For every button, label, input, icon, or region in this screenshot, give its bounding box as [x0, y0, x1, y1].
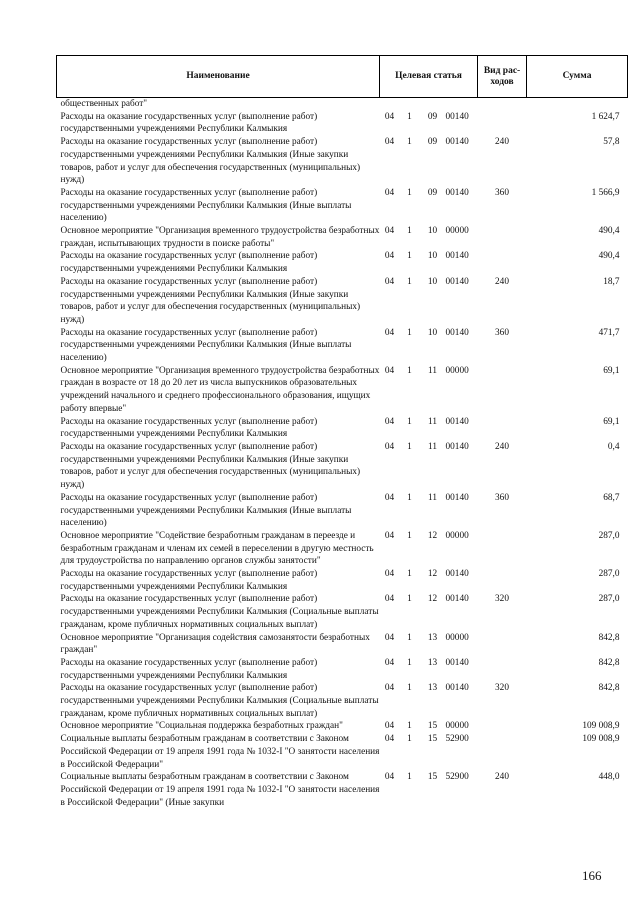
table-header	[57, 56, 628, 98]
row-amount: 448,0	[598, 772, 620, 783]
row-code-event: 13	[427, 683, 438, 694]
row-code-program: 04	[384, 187, 395, 198]
table-row	[57, 250, 628, 275]
row-code-direction: 00140	[445, 276, 469, 287]
row-code-event: 13	[427, 657, 438, 668]
row-code-event: 11	[428, 416, 437, 427]
header-vid: Вид рас-ходов	[478, 56, 527, 98]
row-name: Социальные выплаты безработным гражданам в соответствии с Законом Российской Федерации от 19 апреля 1991 года № 1032-I "О занятости населения в Российской Федерации" (Иные закупки	[60, 772, 380, 808]
row-expense-type: 320	[495, 594, 509, 605]
row-name: Расходы на оказание государственных услуг (выполнение работ) государственными учреждениями Республики Калмыкия (Социальные выплаты гражданам, кроме публичных нормативных социальных выплат)	[60, 683, 379, 719]
page-number: 166	[582, 868, 602, 883]
row-amount: 842,8	[598, 632, 620, 643]
table-row	[57, 733, 628, 771]
row-amount: 57,8	[603, 137, 620, 148]
row-code-subprogram: 1	[407, 683, 412, 694]
row-expense-type: 240	[495, 137, 509, 148]
row-code-event: 09	[427, 187, 438, 198]
row-code-direction: 00140	[445, 111, 469, 122]
row-amount: 842,8	[598, 683, 620, 694]
row-code-event: 09	[427, 137, 438, 148]
row-code-event: 11	[428, 441, 437, 452]
row-name: Основное мероприятие "Организация содействия самозанятости безработных граждан"	[60, 632, 370, 656]
row-code-program: 04	[384, 772, 395, 783]
table-row	[57, 327, 628, 365]
row-code-event: 12	[427, 594, 438, 605]
row-amount: 68,7	[603, 492, 620, 503]
row-code-event: 09	[427, 111, 438, 122]
row-name: Расходы на оказание государственных услуг (выполнение работ) государственными учреждениями Республики Калмыкия (Иные закупки товаров, работ и услуг для обеспечения государственных (муниципальных) нужд)	[60, 441, 361, 491]
table-row	[57, 276, 628, 327]
row-name: Основное мероприятие "Содействие безработным гражданам в переезде и безработным гражданам и членам их семей в переселении в другую местность для трудоустройства по направлению органов службы занятости"	[60, 530, 374, 567]
row-expense-type: 360	[495, 492, 509, 503]
row-code-subprogram: 1	[407, 276, 412, 287]
row-name: Социальные выплаты безработным гражданам в соответствии с Законом Российской Федерации от 19 апреля 1991 года № 1032-I "О занятости населения в Российской Федерации"	[60, 734, 380, 770]
row-code-program: 04	[384, 683, 395, 694]
table-row	[57, 111, 628, 136]
row-code-subprogram: 1	[407, 251, 412, 262]
row-expense-type	[478, 250, 527, 275]
row-code-direction: 00140	[445, 569, 469, 580]
row-code-subprogram: 1	[407, 594, 412, 605]
row-name: Расходы на оказание государственных услуг (выполнение работ) государственными учреждениями Республики Калмыкия	[60, 251, 318, 275]
table-row	[57, 720, 628, 733]
row-code-subprogram	[400, 98, 420, 111]
row-name: Расходы на оказание государственных услуг (выполнение работ) государственными учреждениями Республики Калмыкия (Иные выплаты населению)	[60, 327, 352, 364]
table-row	[57, 771, 628, 809]
row-code-program: 04	[384, 111, 395, 122]
table-row	[57, 657, 628, 682]
row-code-subprogram: 1	[407, 441, 412, 452]
row-amount: 842,8	[598, 657, 620, 668]
row-name: Основное мероприятие "Организация временного трудоустройства безработных граждан, испытывающих трудности в поиске работы"	[60, 226, 380, 249]
row-code-program: 04	[384, 327, 395, 338]
row-expense-type	[478, 365, 527, 416]
row-code-program: 04	[384, 276, 395, 287]
row-name: Расходы на оказание государственных услуг (выполнение работ) государственными учреждениями Республики Калмыкия (Иные выплаты населению)	[60, 187, 352, 224]
row-expense-type	[478, 568, 527, 593]
row-amount: 490,4	[598, 226, 620, 237]
row-name: Расходы на оказание государственных услуг (выполнение работ) государственными учреждениями Республики Калмыкия (Иные закупки товаров, работ и услуг для обеспечения государственных (муниципальных) нужд)	[60, 276, 361, 325]
row-code-subprogram: 1	[407, 721, 412, 732]
header-sum: Сумма	[527, 56, 628, 98]
table-row	[57, 568, 628, 593]
row-expense-type	[478, 225, 527, 250]
table-row	[57, 593, 628, 631]
row-expense-type	[478, 530, 527, 568]
row-code-event: 11	[428, 492, 437, 503]
row-code-program: 04	[384, 632, 395, 643]
row-amount: 69,1	[603, 416, 620, 427]
row-code-direction: 00140	[445, 416, 469, 427]
row-code-subprogram: 1	[407, 530, 412, 541]
row-name: Расходы на оказание государственных услуг (выполнение работ) государственными учреждениями Республики Калмыкия	[60, 569, 318, 592]
row-amount: 1 566,9	[591, 187, 620, 198]
row-expense-type	[478, 111, 527, 136]
row-code-subprogram: 1	[407, 187, 412, 198]
row-name: Расходы на оказание государственных услуг (выполнение работ) государственными учреждениями Республики Калмыкия	[60, 416, 318, 440]
row-code-direction: 00140	[445, 251, 469, 262]
row-code-event: 10	[427, 276, 438, 287]
row-code-subprogram: 1	[407, 569, 412, 580]
row-code-direction: 52900	[445, 734, 469, 745]
row-amount: 287,0	[598, 594, 620, 605]
row-amount	[527, 98, 628, 111]
row-code-program: 04	[384, 441, 395, 452]
row-code-subprogram: 1	[407, 657, 412, 668]
row-name: Расходы на оказание государственных услуг (выполнение работ) государственными учреждениями Республики Калмыкия (Иные выплаты населению)	[60, 492, 352, 529]
row-code-subprogram: 1	[407, 734, 412, 745]
row-code-program: 04	[384, 416, 395, 427]
row-code-event: 12	[427, 530, 438, 541]
row-amount: 109 008,9	[582, 734, 620, 745]
row-code-subprogram: 1	[407, 327, 412, 338]
row-code-program: 04	[384, 569, 395, 580]
table-row	[57, 365, 628, 416]
row-code-event: 15	[427, 734, 438, 745]
row-amount: 69,1	[603, 365, 620, 376]
row-expense-type: 320	[495, 683, 509, 694]
table-row	[57, 225, 628, 250]
row-expense-type	[478, 720, 527, 733]
row-amount: 490,4	[598, 251, 620, 262]
row-code-direction: 00140	[445, 441, 469, 452]
table-row	[57, 632, 628, 657]
row-code-program: 04	[384, 657, 395, 668]
row-amount: 471,7	[598, 327, 620, 338]
header-target: Целевая статья	[380, 56, 478, 98]
row-code-program: 04	[384, 721, 395, 732]
row-amount: 287,0	[598, 569, 620, 580]
row-code-subprogram: 1	[407, 632, 412, 643]
row-expense-type: 360	[495, 327, 509, 338]
row-code-subprogram: 1	[407, 772, 412, 783]
row-amount: 109 008,9	[582, 721, 620, 732]
row-code-program: 04	[384, 530, 395, 541]
table-row	[57, 682, 628, 720]
table-row	[57, 98, 628, 111]
row-code-subprogram: 1	[407, 416, 412, 427]
row-code-direction	[446, 98, 478, 111]
row-expense-type	[478, 416, 527, 441]
row-code-program: 04	[384, 365, 395, 376]
row-expense-type: 240	[495, 441, 509, 452]
table-row	[57, 441, 628, 492]
row-code-direction: 52900	[445, 772, 469, 783]
row-code-event: 15	[427, 772, 438, 783]
row-code-direction: 00140	[445, 492, 469, 503]
table-body	[57, 98, 628, 810]
table-row	[57, 136, 628, 187]
row-code-subprogram: 1	[407, 137, 412, 148]
row-code-event: 11	[428, 365, 437, 376]
row-expense-type	[478, 657, 527, 682]
row-code-program: 04	[384, 137, 395, 148]
header-name: Наименование	[57, 56, 380, 98]
row-code-direction: 00140	[445, 594, 469, 605]
row-expense-type: 240	[495, 276, 509, 287]
row-expense-type	[478, 98, 527, 111]
row-amount: 18,7	[603, 276, 620, 287]
row-code-event: 10	[427, 327, 438, 338]
row-code-program	[380, 98, 400, 111]
table-row	[57, 530, 628, 568]
row-code-event: 12	[427, 569, 438, 580]
row-code-subprogram: 1	[407, 365, 412, 376]
row-amount: 1 624,7	[591, 111, 620, 122]
row-amount: 287,0	[598, 530, 620, 541]
row-code-event: 10	[427, 251, 438, 262]
row-code-program: 04	[384, 226, 395, 237]
row-code-event: 10	[427, 226, 438, 237]
row-code-program: 04	[384, 594, 395, 605]
table-row	[57, 416, 628, 441]
row-code-direction: 00140	[445, 137, 469, 148]
row-code-program: 04	[384, 492, 395, 503]
row-code-direction: 00140	[445, 187, 469, 198]
row-name: Расходы на оказание государственных услуг (выполнение работ) государственными учреждениями Республики Калмыкия (Иные закупки товаров, работ и услуг для обеспечения государственных (муниципальных) нужд)	[60, 137, 361, 186]
row-code-program: 04	[384, 251, 395, 262]
row-code-direction: 00140	[445, 683, 469, 694]
row-code-direction: 00000	[445, 632, 469, 643]
row-code-subprogram: 1	[407, 492, 412, 503]
table-row	[57, 187, 628, 225]
row-code-event: 15	[427, 721, 438, 732]
row-expense-type	[478, 632, 527, 657]
table-row	[57, 492, 628, 530]
row-name: общественных работ"	[60, 99, 148, 109]
row-code-event: 13	[427, 632, 438, 643]
row-code-direction: 00140	[445, 657, 469, 668]
row-amount: 0,4	[607, 441, 620, 452]
row-code-direction: 00000	[445, 530, 469, 541]
row-code-direction: 00140	[445, 327, 469, 338]
row-code-subprogram: 1	[407, 111, 412, 122]
row-expense-type: 240	[495, 772, 509, 783]
row-code-direction: 00000	[445, 226, 469, 237]
row-code-program: 04	[384, 734, 395, 745]
row-code-subprogram: 1	[407, 226, 412, 237]
budget-table	[56, 55, 628, 809]
row-name: Расходы на оказание государственных услуг (выполнение работ) государственными учреждениями Республики Калмыкия	[60, 657, 318, 681]
row-code-direction: 00000	[445, 721, 469, 732]
row-code-event	[420, 98, 446, 111]
row-expense-type	[478, 733, 527, 771]
row-code-direction: 00000	[445, 365, 469, 376]
row-expense-type: 360	[495, 187, 509, 198]
row-name: Расходы на оказание государственных услуг (выполнение работ) государственными учреждениями Республики Калмыкия (Социальные выплаты гражданам, кроме публичных нормативных социальных выплат)	[60, 594, 379, 630]
row-name: Расходы на оказание государственных услуг (выполнение работ) государственными учреждениями Республики Калмыкия	[60, 111, 318, 135]
row-name: Основное мероприятие "Организация временного трудоустройства безработных граждан в возрасте от 18 до 20 лет из числа выпускников образовательных учреждений начального и среднего профессионального образования, ищущих работу впервые"	[60, 365, 380, 414]
row-name: Основное мероприятие "Социальная поддержка безработных граждан"	[60, 721, 343, 732]
